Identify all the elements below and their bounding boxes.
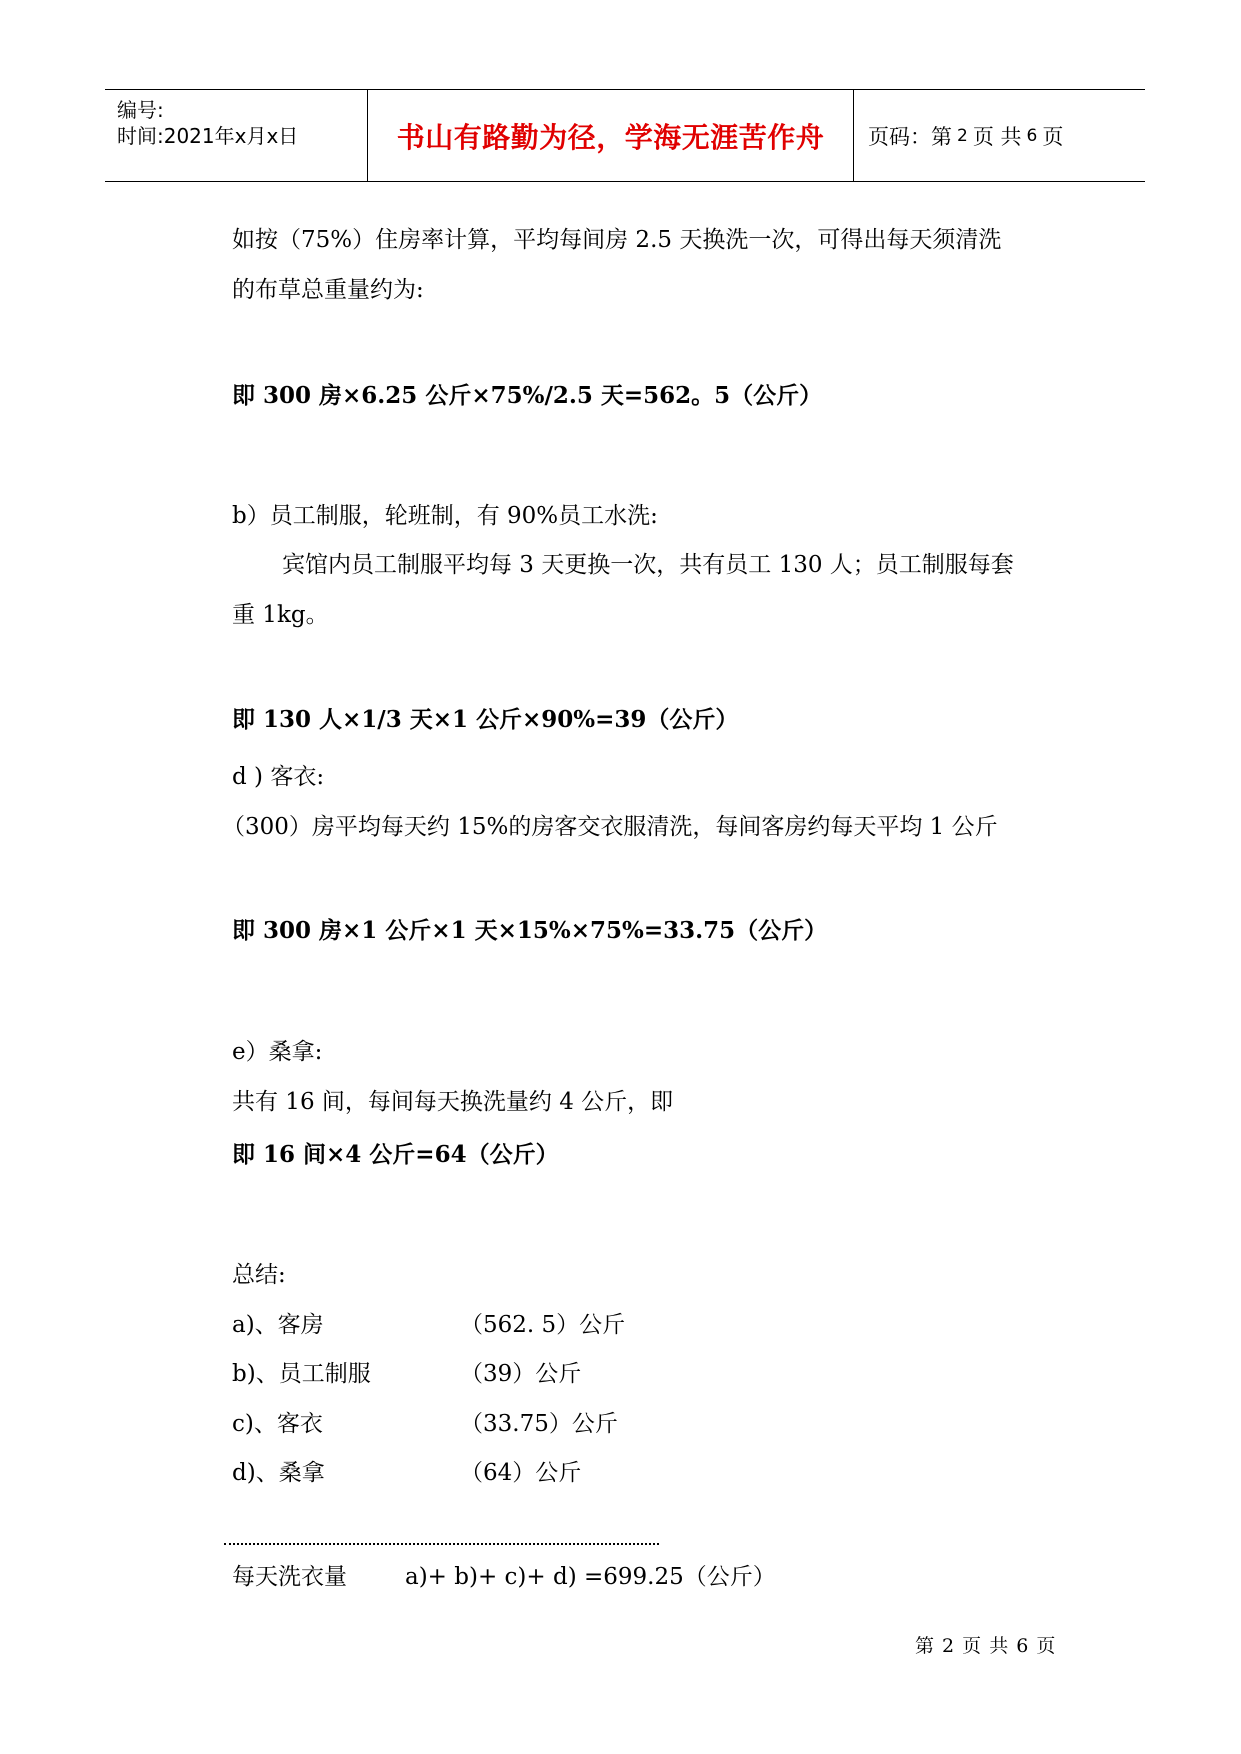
summary-title: 总结: [232,1262,286,1288]
section-b-line1: 宾馆内员工制服平均每 3 天更换一次，共有员工 130 人；员工制服每套 [282,552,1014,578]
document-number-label: 编号: [117,98,164,122]
page-total: 6 [1026,125,1038,146]
calc-guest: 即 300 房×1 公斤×1 天×15%×75%=33.75（公斤） [232,917,828,944]
header-motto: 书山有路勤为径，学海无涯苦作舟 [396,120,825,154]
section-b-title: b）员工制服，轮班制，有 90%员工水洗: [232,503,658,529]
paragraph-occupancy-line1: 如按（75%）住房率计算，平均每间房 2.5 天换洗一次，可得出每天须清洗 [232,227,1002,253]
document-time-label: 时间:2021年x月x日 [117,124,299,148]
section-b-line2: 重 1kg。 [232,602,329,628]
summary-row-value: （562. 5）公斤 [460,1312,626,1338]
calc-rooms: 即 300 房×6.25 公斤×75%/2.5 天=562。5（公斤） [232,382,823,409]
section-e-title: e）桑拿: [232,1039,323,1065]
calc-sauna: 即 16 间×4 公斤=64（公斤） [232,1141,559,1168]
page-prefix: 页码：第 [868,124,952,149]
paragraph-occupancy-line2: 的布草总重量约为: [232,277,424,303]
header-motto-cell [368,90,854,181]
header-page-cell [854,90,1145,181]
summary-row-value: （33.75）公斤 [460,1411,618,1437]
page-suffix: 页 [1042,124,1064,149]
section-e-line1: 共有 16 间，每间每天换洗量约 4 公斤，即 [232,1089,674,1115]
section-d-title: d ) 客衣: [232,764,325,790]
summary-row-label: d)、桑拿 [232,1460,325,1486]
summary-row-label: c)、客衣 [232,1411,323,1437]
page-footer: 第 2 页 共 6 页 [915,1635,1057,1657]
summary-divider [224,1543,659,1545]
calc-staff: 即 130 人×1/3 天×1 公斤×90%=39（公斤） [232,706,739,733]
page-number: 2 [957,125,968,146]
total-label: 每天洗衣量 [232,1564,347,1590]
summary-row-value: （64）公斤 [460,1460,582,1486]
total-value: a)+ b)+ c)+ d) =699.25（公斤） [405,1564,776,1590]
summary-row-value: （39）公斤 [460,1361,582,1387]
page-mid: 页 共 [972,124,1022,149]
page-header [105,89,1145,182]
section-d-line1: （300）房平均每天约 15%的房客交衣服清洗，每间客房约每天平均 1 公斤 [222,814,998,840]
summary-row-label: b)、员工制服 [232,1361,371,1387]
header-meta-cell [105,90,368,181]
summary-row-label: a)、客房 [232,1312,324,1338]
